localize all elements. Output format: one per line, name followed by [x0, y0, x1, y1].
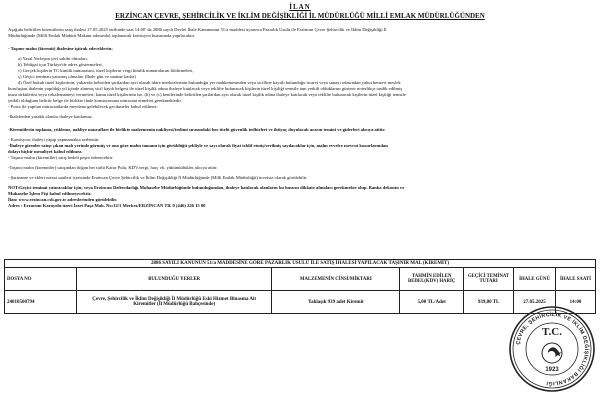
condition-e-line-4: yetkili olduğunu belirtir belge ile birlikte ihale komisyonuna müracaat etmeleri gerekmektedir. [8, 98, 182, 103]
cell-deposit: 939,00 TL [464, 291, 514, 314]
cell-auction-time: 14:00 [556, 291, 596, 314]
intro-line-1: Aşağıda belirtilen kiremitlerin satış ihalesi 27.05.2025 tarihinde saat 14:00' da 2886 sayılı Devlet İhale Kanununun 51/a maddesi uyarınca Pazarlık Usulü ile Erzincan Çevre Şehircilik ve İklim Değişikliği İl [8, 27, 387, 32]
bidders-notice-line-1: -İhaleye girenler satışı çıkan malı yerinde görmüş ve ona göre malın tamamı için görüldüğü şekliyle ve sayı olarak fiyat teklif etmiş/verilmiş sayılacaklar için, malın evvelce mevcut kusurlarından [8, 143, 388, 148]
cell-estimated-price: 5,00 TL/Adet [400, 291, 464, 314]
cell-auction-date: 27.05.2025 [514, 291, 556, 314]
cell-location [76, 291, 272, 314]
cell-location-line-1: Çevre, Şehircilik ve İklim Değişikliği İl Müdürlüğü Eski Hizmet Binasına Ait [92, 297, 257, 302]
transport-notice: -Kiremitlerin toplama, yükleme, nakliye masrafları ile birlikte malzemenin nakliyesi/teslimi sırasındaki her türlü güvenlik tedbirleri ve ihtiyaç duyulacak aracın temini ve giderleri alıcıya aittir. [8, 127, 386, 132]
condition-e-line-2: kuruluştan ihalenin yapıldığı yıl içinde alınmış sicil kaydı belgesi ile tüzel kişilik adına ihaleye katılacak veya teklifte bulunacak kişilerin tüzel kişiliği temsile tam yetkili olduklarını gösterir noterlikçe tasdik edilmiş [8, 86, 403, 91]
stamp-center-text: T.C. [542, 326, 562, 338]
cell-file-no: 24010500794 [5, 291, 77, 314]
commission-notice: - Komisyon; ihaleyi yapıp yapmamakta serbesttir. [8, 137, 100, 142]
mail-notice: - Posta ile yapılan müracaatlarda meydana gelebilecek gecikmeler kabul edilmez. [8, 104, 158, 109]
col-header-location: BULUNDUĞU YERLER [76, 268, 272, 291]
tax-notice: -Taşınır malın (kiremitler) satışından doğan her türlü Karar Pulu, KDV,vergi, harç vb. yükümlülükler alıcıya aittir. [8, 165, 218, 170]
specification-notice: - Şartname ve ekleri mesai saatleri içerisinde Erzincan Çevre Şehircilik ve İklim Değişikliği İl Müdürlüğünde (Milli Emlak Müdürlüğü) ücretsiz olarak görülebilir. [8, 175, 308, 180]
announcement-subtitle: ERZİNCAN ÇEVRE, ŞEHİRCİLİK VE İKLİM DEĞİŞİKLİĞİ İL MÜDÜRLÜĞÜ MİLLİ EMLAK MÜDÜRLÜĞÜNDEN [115, 12, 485, 20]
condition-a: a) Yasal Yerleşim yeri sahibi olmaları, [18, 56, 88, 61]
condition-e-line-1: d) Özel hukuk tüzel kişilerinin, yukarıda belirtilen şartlardan ayrı olarak idare merkezlerinin bulunduğu yer mahkemesinden veya sicilline kayıtlı bulunduğu ticaret veya sanayi odasından yahut benzeri meslek [18, 80, 401, 85]
announcement-title: İLAN [289, 3, 311, 11]
table-header-row [5, 268, 596, 291]
condition-c: c) Gerçek kişilerin TC kimlik numarasını, tüzel kişilerin vergi kimlik numaralarını bildirmeleri, [18, 68, 194, 73]
col-header-material: MALZEMENİN CİNSİ/MİKTARI [272, 268, 400, 291]
payment-notice: - Taşınır malın (kiremitler) satış bedeli peşin ödenecektir. [8, 155, 114, 160]
website-notice: İlan: www.erzincan.csb.gov.tr adreslerinden görülebilir. [8, 197, 118, 202]
address-line: Adres : Erzurum Karayolu üzeri İzzet Paşa Mah. No:32/1 Merkez/ERZİNCAN Tlf. 0 (446) 226 15 00 [8, 203, 206, 208]
intro-line-2: Müdürlüğünde (Milli Emlak Müdürü Makam odasında) toplanacak komisyon huzurunda yapılacaktır. [8, 33, 196, 38]
stamp-emblem-icon [542, 343, 562, 363]
stamp-year-text: 1923 [545, 367, 559, 373]
note-line-1: NOT:Geçici teminat yatıracaklar için; veya Erzincan Defterdarlığı Muhasebe Müdürlüğünde bulunduğundan, ihaleye katılacak olanların bu hususu dikkate almaları gerekmekte olup. Banka dekontu ve [8, 185, 405, 190]
col-header-auction-time: İHALE SAATİ [556, 268, 596, 291]
official-stamp-seal [508, 305, 596, 393]
col-header-estimated-price: TAHMİN EDİLEN BEDEL(KDV) HARİÇ [400, 268, 464, 291]
condition-b: b) Tebligat için Türkiye'de adres göstermeleri, [18, 62, 103, 67]
note-line-2: Muhasebe İşlem Fişi kabul edilmeyecektir. [8, 191, 92, 196]
col-header-deposit: GEÇİCİ TEMİNAT TUTARI [464, 268, 514, 291]
col-header-auction-date: İHALE GÜNÜ [514, 268, 556, 291]
condition-e-line-3: imza sirkülerini veya vekaletnameyi vermeleri; kamu tüzel kişilerinin ise, (b) ve (c) bentlerinde belirtilen şartlardan ayrı olarak tüzel kişilik adına ihaleye katılacak veya teklifte bulunacak kişilerin tüzel kişiliği temsile [8, 92, 406, 97]
condition-d: ç) Geçici teminatı yatırmış olmaları (İhale gün ve saatine kadar) [18, 74, 136, 79]
col-header-file-no: DOSYA NO [5, 268, 77, 291]
cell-location-line-2: Kiremitler (İl Müdürlüğü Bahçesinde) [133, 302, 216, 307]
cell-material: Yaklaşık 939 adet Kiremit [272, 291, 400, 314]
conditions-title: - Taşınır malın (kiremit) ihalesine iştirak edeceklerin; [8, 46, 113, 51]
stamp-ring-text: ÇEVRE, ŞEHİRCİLİK VE İKLİM DEĞİŞİKLİĞİ BAKANLIĞI [515, 311, 590, 387]
table-row [5, 291, 596, 314]
banned-notice: -İhalelerden yasaklı olanlar ihaleye katılamaz. [8, 114, 93, 119]
table-caption: 2886 SAYILI KANUNUN 51/a MADDESİNE GÖRE PAZARLIK USULÜ İLE SATIŞ İHALESİ YAPILACAK TAŞINIR MAL (KİREMİT) [5, 260, 596, 268]
bidders-notice-line-2: dolayı hiçbir mesuliyet kabul edilmez. [8, 149, 83, 154]
